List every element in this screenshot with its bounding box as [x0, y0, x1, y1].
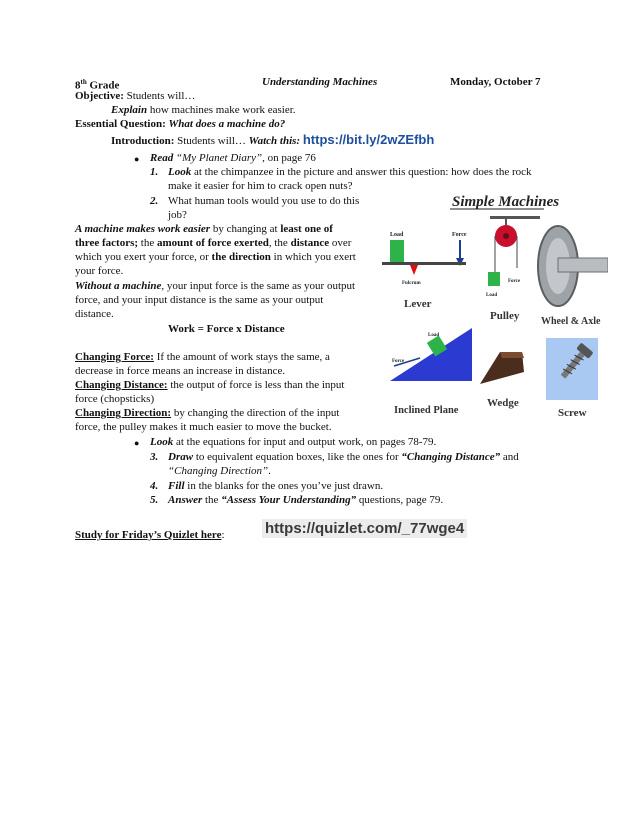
task-draw: Draw to equivalent equation boxes, like the ones for “Changing Distance” and	[168, 451, 519, 463]
objective-detail: Explain how machines make work easier.	[111, 104, 296, 116]
header-date: Monday, October 7	[450, 76, 541, 88]
pulley-force-label: Force	[508, 279, 521, 284]
para-without-line1: Without a machine, your input force is the same as your output	[75, 280, 356, 292]
task-draw-cont: “Changing Direction”.	[168, 465, 271, 477]
changing-force-line2: decrease in force means an increase in distance.	[75, 365, 286, 377]
work-formula: Work = Force x Distance	[168, 323, 285, 335]
lever-fulcrum	[410, 265, 418, 275]
pulley-illustration	[486, 216, 540, 322]
changing-force-line1: Changing Force: If the amount of work stays the same, a	[75, 351, 330, 363]
incline-force-label: Force	[392, 359, 405, 364]
bullet-dot: ●	[134, 154, 140, 164]
lever-bar	[382, 262, 466, 265]
wedge-illustration	[480, 352, 524, 409]
essential-question: Essential Question: What does a machine do?	[75, 118, 286, 130]
bullet-dot: ●	[134, 438, 140, 448]
pulley-load-label: Load	[486, 293, 498, 298]
lever-illustration	[382, 232, 467, 310]
changing-direction-line1: Changing Direction: by changing the direction of the input	[75, 407, 340, 419]
inclined-plane-caption: Inclined Plane	[394, 405, 459, 416]
para-machine-line4: your force.	[75, 265, 124, 277]
intro-bullet-read: Read “My Planet Diary”, on page 76	[150, 152, 316, 164]
task-answer: Answer the “Assess Your Understanding” questions, page 79.	[168, 494, 444, 506]
para-machine-line2: three factors; the amount of force exerted, the distance over	[75, 237, 352, 249]
introduction-line: Introduction: Students will… Watch this: https://bit.ly/2wZEfbh	[111, 132, 435, 147]
header-title: Understanding Machines	[262, 76, 378, 88]
intro-step-tools: What human tools would you use to do this	[168, 195, 360, 207]
changing-distance-line2: force (chopsticks)	[75, 393, 155, 405]
intro-step-tools-cont: job?	[168, 209, 187, 221]
pulley-caption: Pulley	[490, 310, 520, 322]
objective-line: Objective: Students will…	[75, 90, 196, 102]
para-machine-line1: A machine makes work easier by changing at least one of	[75, 223, 333, 235]
step-number: 3.	[150, 451, 159, 463]
step-number: 2.	[150, 195, 159, 207]
para-without-line2: force, and your input distance is the same as your output	[75, 294, 324, 306]
para-machine-line3: which you exert your force, or the direction in which you exert	[75, 251, 356, 263]
inclined-plane-illustration	[390, 328, 472, 416]
para-without-line3: distance.	[75, 308, 114, 320]
changing-direction-line2: force, the pulley makes it much easier to move the bucket.	[75, 421, 332, 433]
screw-illustration	[546, 338, 598, 419]
figure-title: Simple Machines	[452, 194, 560, 210]
changing-distance-line1: Changing Distance: the output of force is less than the input	[75, 379, 345, 391]
pulley-load-block	[488, 272, 500, 286]
incline-load-label: Load	[428, 333, 440, 338]
intro-step-look: Look at the chimpanzee in the picture and answer this question: how does the rock	[168, 166, 532, 178]
axle	[558, 258, 608, 272]
task-look: Look at the equations for input and output work, on pages 78-79.	[150, 436, 437, 448]
wheel-axle-caption: Wheel & Axle	[541, 316, 601, 327]
study-label: Study for Friday’s Quizlet here:	[75, 529, 225, 541]
task-fill: Fill in the blanks for the ones you’ve just drawn.	[168, 480, 384, 492]
step-number: 1.	[150, 166, 159, 178]
intro-video-link[interactable]: https://bit.ly/2wZEfbh	[302, 132, 435, 147]
step-number: 5.	[150, 494, 159, 506]
quizlet-link[interactable]: https://quizlet.com/_77wge4	[262, 522, 467, 537]
lever-load-block	[390, 240, 404, 262]
simple-machines-figure	[372, 186, 608, 422]
screw-caption: Screw	[558, 407, 587, 419]
header-grade: 8th Grade	[75, 78, 120, 92]
wheel-axle-illustration	[538, 226, 608, 327]
step-number: 4.	[150, 480, 159, 492]
wedge-caption: Wedge	[487, 397, 519, 409]
lever-load-label: Load	[390, 232, 404, 238]
lever-force-label: Force	[452, 232, 467, 238]
intro-step-look-cont: make it easier for him to crack open nuts?	[168, 180, 353, 192]
lever-fulcrum-label: Fulcrum	[402, 281, 421, 286]
lever-caption: Lever	[404, 298, 432, 310]
